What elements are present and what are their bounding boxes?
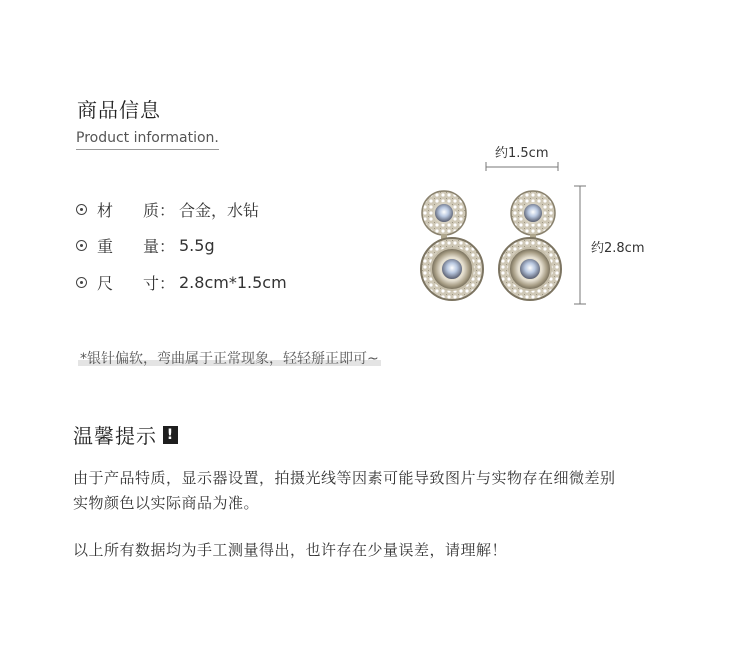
tips-line-2: 实物颜色以实际商品为准。 (73, 494, 260, 512)
spec-key-1: 尺 (97, 274, 114, 293)
tips-line-3: 以上所有数据均为手工测量得出，也许存在少量误差，请理解！ (73, 541, 508, 559)
spec-value: 合金，水钻 (179, 201, 260, 220)
tips-title: 温馨提示 (73, 424, 157, 448)
spec-row-weight (76, 234, 215, 257)
spec-row-material (76, 198, 259, 221)
width-dimension-line (482, 160, 562, 172)
spec-value: 5.5g (179, 236, 215, 255)
spec-value: 2.8cm*1.5cm (179, 273, 287, 292)
spec-key-2: 量： (143, 237, 176, 256)
care-note: *银针偏软，弯曲属于正常现象，轻轻掰正即可~ (78, 348, 381, 368)
section-title: 商品信息 (77, 98, 161, 122)
bullet-icon (76, 204, 87, 215)
spec-key-2: 质： (143, 201, 176, 220)
height-dimension-line (573, 183, 587, 307)
spec-key-1: 材 (97, 201, 114, 220)
spec-key-2: 寸： (143, 274, 176, 293)
spec-key-1: 重 (97, 237, 114, 256)
spec-row-size (76, 271, 287, 294)
tips-heading (73, 420, 178, 449)
warning-icon: ! (163, 426, 178, 444)
height-label: 约2.8cm (591, 241, 645, 256)
tips-line-1: 由于产品特质，显示器设置，拍摄光线等因素可能导致图片与实物存在细微差别 (73, 469, 616, 487)
section-subtitle: Product information. (76, 130, 219, 150)
bullet-icon (76, 240, 87, 251)
width-label: 约1.5cm (495, 146, 549, 161)
bullet-icon (76, 277, 87, 288)
earring-image (410, 180, 570, 310)
